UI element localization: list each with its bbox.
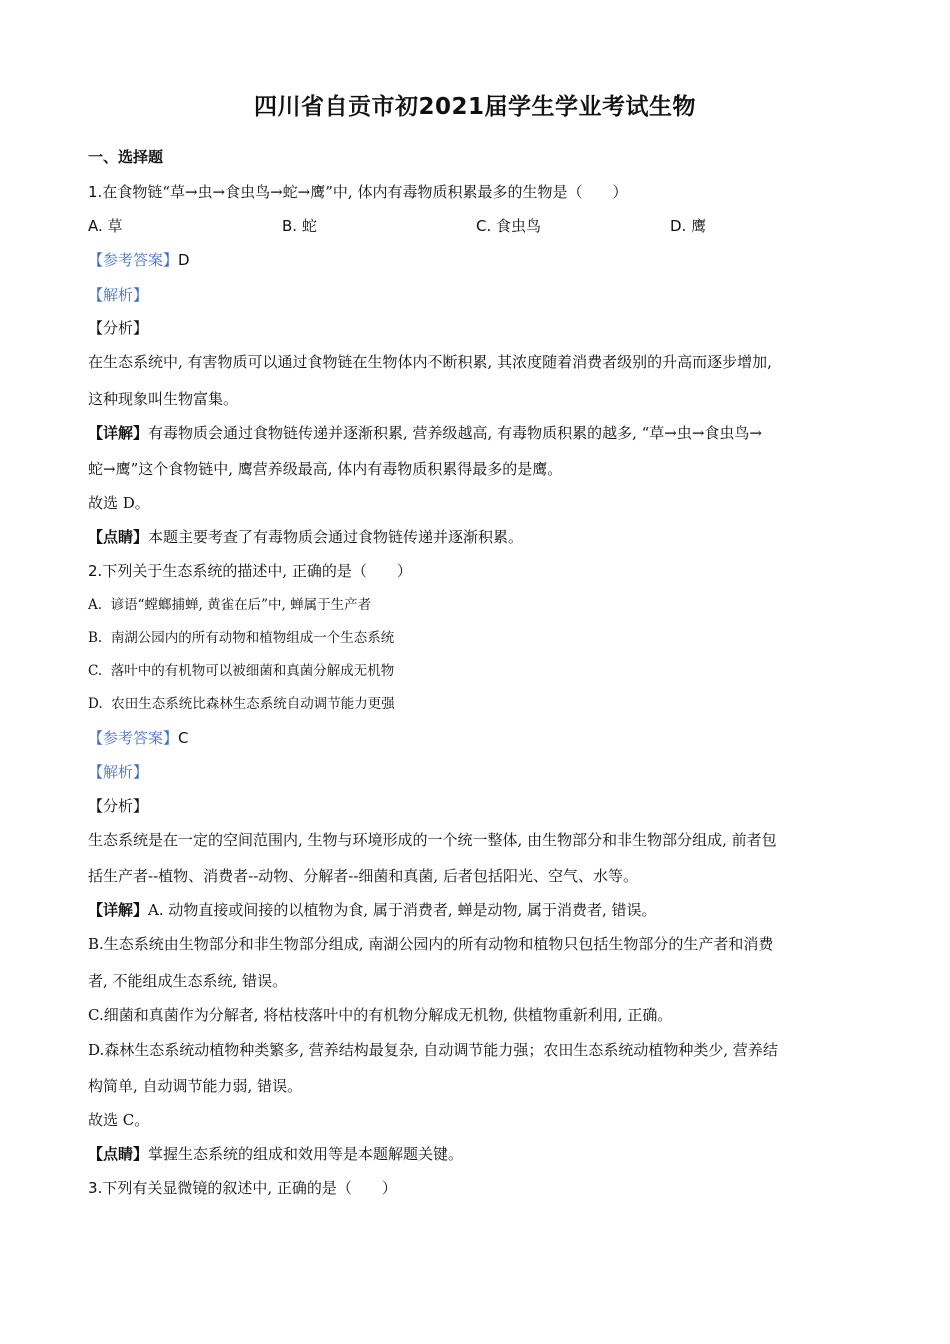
q1-point: 【点睛】本题主要考查了有毒物质会通过食物链传递并逐渐积累。	[88, 528, 524, 546]
q1-analysis-line-2: 这种现象叫生物富集。	[88, 390, 239, 408]
q1-choose: 故选 D。	[88, 494, 150, 512]
answer-label: 【参考答案】	[88, 251, 179, 269]
q2-option-a: A. 谚语“螳螂捕蝉, 黄雀在后”中, 蝉属于生产者	[88, 597, 372, 613]
q1-answer	[88, 250, 190, 270]
q1-option-a: A. 草	[88, 217, 123, 235]
q2-detail-c: C.细菌和真菌作为分解者, 将枯枝落叶中的有机物分解成无机物, 供植物重新利用, 正确。	[88, 1006, 673, 1024]
q2-detail-d-line-2: 构简单, 自动调节能力弱, 错误。	[88, 1077, 303, 1095]
answer-value: C	[178, 729, 189, 747]
q1-fenxi-label: 【分析】	[88, 319, 149, 337]
q1-option-d: D. 鹰	[670, 217, 707, 235]
question-3	[88, 1178, 397, 1198]
answer-label: 【参考答案】	[88, 729, 179, 747]
q2-option-c: C. 落叶中的有机物可以被细菌和真菌分解成无机物	[88, 663, 395, 679]
question-3-number: 3.	[88, 1179, 103, 1197]
q2-choose: 故选 C。	[88, 1111, 150, 1129]
q2-analysis-line-2: 括生产者--植物、消费者--动物、分解者--细菌和真菌, 后者包括阳光、空气、水等。	[88, 867, 638, 885]
question-3-stem: 下列有关显微镜的叙述中, 正确的是（ ）	[102, 1179, 397, 1197]
q2-answer	[88, 728, 189, 748]
section-heading: 一、选择题	[88, 148, 164, 166]
question-1-stem: 在食物链“草→虫→食虫鸟→蛇→鹰”中, 体内有毒物质积累最多的生物是（ ）	[102, 183, 628, 201]
question-2-number: 2.	[88, 562, 103, 580]
q2-jiexi-label: 【解析】	[88, 763, 149, 781]
q2-option-d: D. 农田生态系统比森林生态系统自动调节能力更强	[88, 696, 395, 712]
question-1-number: 1.	[88, 183, 103, 201]
q1-option-b: B. 蛇	[282, 217, 317, 235]
q1-detail-line-2: 蛇→鹰”这个食物链中, 鹰营养级最高, 体内有毒物质积累得最多的是鹰。	[88, 460, 563, 478]
q2-detail-b-line-2: 者, 不能组成生态系统, 错误。	[88, 972, 288, 990]
q2-point: 【点睛】掌握生态系统的组成和效用等是本题解题关键。	[88, 1145, 464, 1163]
page-title: 四川省自贡市初2021届学生学业考试生物	[253, 94, 696, 120]
q1-option-c: C. 食虫鸟	[476, 217, 542, 235]
question-1	[88, 182, 627, 202]
q2-detail-b-line-1: B.生态系统由生物部分和非生物部分组成, 南湖公园内的所有动物和植物只包括生物部分的生产者和消费	[88, 935, 774, 953]
question-2-stem: 下列关于生态系统的描述中, 正确的是（ ）	[102, 562, 412, 580]
question-2	[88, 561, 412, 581]
q2-fenxi-label: 【分析】	[88, 797, 149, 815]
q2-detail-d-line-1: D.森林生态系统动植物种类繁多, 营养结构最复杂, 自动调节能力强；农田生态系统动植物种类少, 营养结	[88, 1041, 778, 1059]
answer-value: D	[178, 251, 190, 269]
q2-detail-a: 【详解】A. 动物直接或间接的以植物为食, 属于消费者, 蝉是动物, 属于消费者, 错误。	[88, 901, 657, 919]
q1-detail-line-1: 【详解】有毒物质会通过食物链传递并逐渐积累, 营养级越高, 有毒物质积累的越多, “草→虫→食虫鸟→	[88, 424, 763, 442]
q1-analysis-line-1: 在生态系统中, 有害物质可以通过食物链在生物体内不断积累, 其浓度随着消费者级别的升高而逐步增加,	[88, 353, 772, 371]
q2-option-b: B. 南湖公园内的所有动物和植物组成一个生态系统	[88, 630, 395, 646]
q2-analysis-line-1: 生态系统是在一定的空间范围内, 生物与环境形成的一个统一整体, 由生物部分和非生物部分组成, 前者包	[88, 831, 777, 849]
q1-jiexi-label: 【解析】	[88, 286, 149, 304]
